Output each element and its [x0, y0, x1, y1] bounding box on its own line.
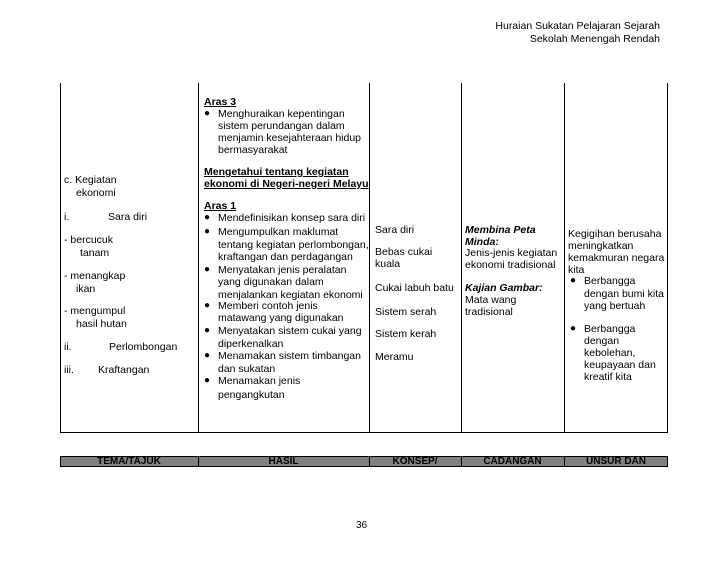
header-unsur-dan: UNSUR DAN — [586, 456, 646, 467]
konsep-bebas-cukai-1: Bebas cukai — [375, 246, 433, 258]
table-divider-3 — [461, 83, 462, 433]
cadangan-text-2-l2: tradisional — [465, 306, 513, 318]
item-ii-number: ii. — [64, 341, 72, 353]
bullet-icon: ● — [204, 108, 211, 119]
aras1-item-6-l2: dan sukatan — [218, 363, 276, 375]
unsur-b2-l5: kreatif kita — [584, 371, 632, 383]
sub-hasil-hutan: hasil hutan — [76, 318, 127, 330]
item-i-text: Sara diri — [108, 211, 148, 223]
header-tema-tajuk: TEMA/TAJUK — [97, 456, 161, 467]
item-iii-number: iii. — [64, 364, 74, 376]
sub-mengumpul: - mengumpul — [64, 305, 126, 317]
topic-heading-2: ekonomi di Negeri-negeri Melayu — [204, 178, 369, 190]
aras1-item-1: Mendefinisikan konsep sara diri — [218, 212, 366, 224]
bullet-icon: ● — [570, 323, 577, 334]
bullet-icon: ● — [204, 212, 211, 223]
aras1-item-4-l1: Memberi contoh jenis — [218, 300, 318, 312]
page-number: 36 — [356, 520, 368, 531]
table-border-bottom — [60, 432, 668, 433]
aras1-item-7-l1: Menamakan jenis — [218, 375, 301, 387]
unsur-para-l2: meningkatkan — [568, 240, 634, 252]
unsur-b1-l2: dengan bumi kita — [584, 288, 664, 300]
aras1-item-6-l1: Menamakan sistem timbangan — [218, 350, 361, 362]
konsep-sistem-kerah: Sistem kerah — [375, 328, 437, 340]
unsur-b1-l3: yang bertuah — [584, 300, 646, 312]
unsur-b2-l4: keupayaan dan — [584, 359, 656, 371]
cadangan-heading-1-l1: Membina Peta — [465, 224, 536, 236]
topic-kegiatan: c. Kegiatan — [64, 174, 117, 186]
item-iii-text: Kraftangan — [98, 364, 150, 376]
aras3-line-3: menjamin kesejahteraan hidup — [218, 132, 362, 144]
table-border-right — [667, 83, 668, 433]
aras1-item-7-l2: pengangkutan — [218, 389, 285, 401]
bullet-icon: ● — [570, 275, 577, 286]
aras1-item-5-l2: diperkenalkan — [218, 338, 284, 350]
aras3-line-2: sistem perundangan dalam — [218, 120, 345, 132]
konsep-sara-diri: Sara diri — [375, 224, 415, 236]
sub-ikan: ikan — [76, 283, 96, 295]
cadangan-text-1-l1: Jenis-jenis kegiatan — [465, 247, 558, 259]
cadangan-heading-2: Kajian Gambar: — [465, 282, 543, 294]
unsur-b1-l1: Berbangga — [584, 275, 636, 287]
header-hasil: HASIL — [268, 456, 299, 467]
bullet-icon: ● — [204, 300, 211, 311]
sub-tanam: tanam — [80, 247, 110, 259]
konsep-sistem-serah: Sistem serah — [375, 306, 437, 318]
bullet-icon: ● — [204, 350, 211, 361]
unsur-b2-l1: Berbangga — [584, 323, 636, 335]
aras1-item-3-l1: Menyatakan jenis peralatan — [218, 264, 347, 276]
bullet-icon: ● — [204, 264, 211, 275]
bullet-icon: ● — [204, 226, 211, 237]
aras-1-heading: Aras 1 — [204, 200, 237, 212]
table-divider-2 — [369, 83, 370, 433]
header-line-1: Huraian Sukatan Pelajaran Sejarah — [495, 20, 660, 32]
topic-heading-1: Mengetahui tentang kegiatan — [204, 166, 349, 178]
cadangan-text-1-l2: ekonomi tradisional — [465, 259, 556, 271]
unsur-para-l3: kemakmuran negara — [568, 252, 665, 264]
aras1-item-3-l2: yang digunakan dalam — [218, 276, 324, 288]
header-cadangan: CADANGAN — [483, 456, 542, 467]
aras1-item-3-l3: menjalankan kegiatan ekonomi — [218, 289, 363, 301]
topic-ekonomi: ekonomi — [76, 187, 116, 199]
konsep-bebas-cukai-2: kuala — [375, 258, 401, 270]
konsep-meramu: Meramu — [375, 351, 414, 363]
cadangan-heading-1-l2: Minda: — [465, 236, 499, 248]
aras1-item-5-l1: Menyatakan sistem cukai yang — [218, 325, 362, 337]
aras3-line-4: bermasyarakat — [218, 144, 288, 156]
item-i-number: i. — [64, 211, 70, 223]
unsur-para-l4: kita — [568, 264, 585, 276]
aras3-line-1: Menghuraikan kepentingan — [218, 108, 345, 120]
header-konsep: KONSEP/ — [392, 456, 438, 467]
aras1-item-4-l2: matawang yang digunakan — [218, 312, 344, 324]
aras1-item-2-l2: tentang kegiatan perlombongan, — [218, 239, 369, 251]
bullet-icon: ● — [204, 375, 211, 386]
unsur-b2-l2: dengan — [584, 335, 620, 347]
konsep-cukai-labuh-batu: Cukai labuh batu — [375, 282, 454, 294]
bullet-icon: ● — [204, 325, 211, 336]
table-border-left — [60, 83, 61, 433]
aras-3-heading: Aras 3 — [204, 96, 237, 108]
cadangan-text-2-l1: Mata wang — [465, 294, 517, 306]
table-divider-1 — [198, 83, 199, 433]
item-ii-text: Perlombongan — [109, 341, 178, 353]
sub-menangkap: - menangkap — [64, 270, 126, 282]
unsur-b2-l3: kebolehan, — [584, 347, 636, 359]
table-divider-4 — [564, 83, 565, 433]
aras1-item-2-l1: Mengumpulkan maklumat — [218, 226, 339, 238]
sub-bercucuk: - bercucuk — [64, 234, 114, 246]
header-line-2: Sekolah Menengah Rendah — [529, 33, 660, 45]
doc-header — [260, 20, 660, 46]
aras1-item-2-l3: kraftangan dan perdagangan — [218, 251, 353, 263]
unsur-para-l1: Kegigihan berusaha — [568, 228, 662, 240]
